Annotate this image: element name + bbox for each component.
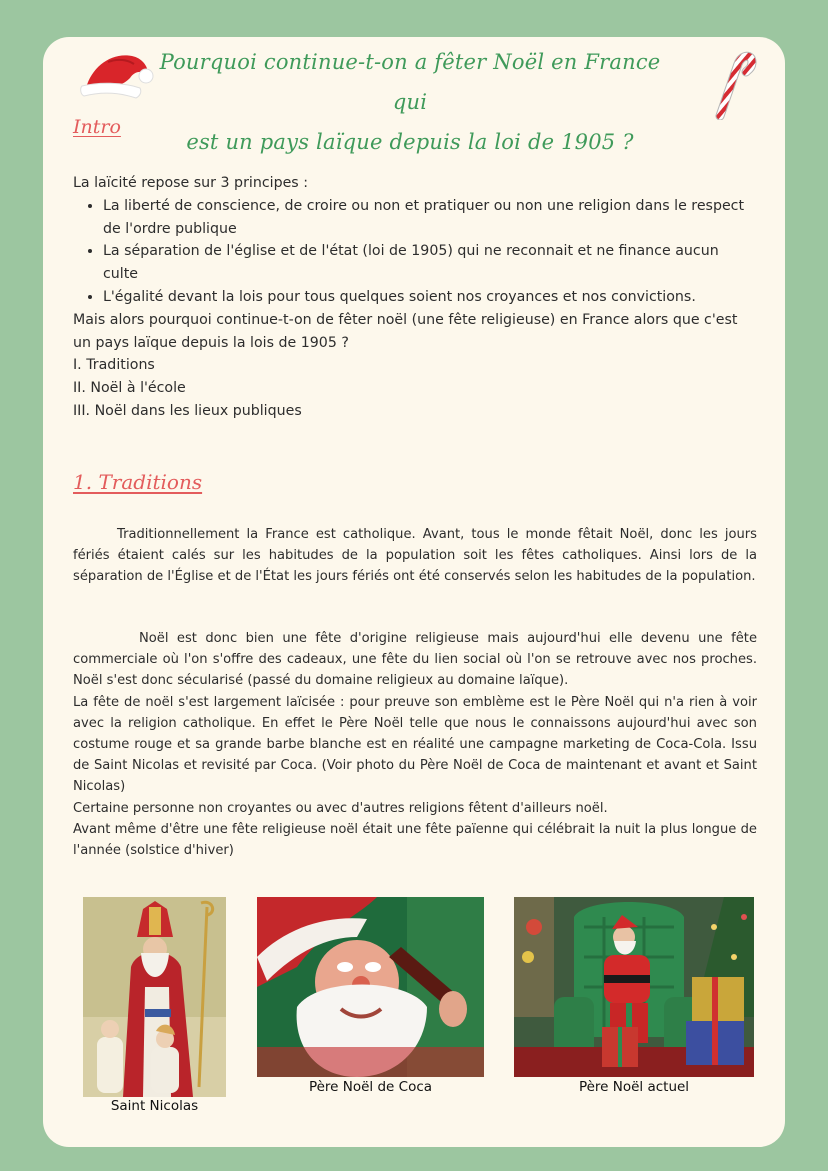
intro-question: Mais alors pourquoi continue-t-on de fêter noël (une fête religieuse) en France alors que c'est un pays laïque depuis la lois de 1905 ? [73, 311, 738, 351]
santa-hat-icon [78, 48, 154, 102]
caption-saint-nicolas: Saint Nicolas [110, 1098, 199, 1114]
outline-item: III. Noël dans les lieux publiques [73, 402, 302, 419]
principle-item: • La liberté de conscience, de croire ou non et pratiquer ou non une religion dans le respect de l'ordre publique [103, 195, 757, 241]
traditions-paragraph-1 [73, 524, 757, 588]
title-line-2: est un pays laïque depuis la loi de 1905 ? [186, 130, 634, 154]
paragraph: Noël est donc bien une fête d'origine religieuse mais aujourd'hui elle devenu une fête commerciale où l'on s'offre des cadeaux, une fête du lien social où l'on se retrouve avec nos proches. Noël s'est donc sécularisé (passé du domaine religieux au domaine laïque). [73, 631, 757, 689]
principle-item: • La séparation de l'église et de l'état (loi de 1905) qui ne reconnait et ne finance aucun culte [103, 240, 757, 286]
traditions-heading: 1. Traditions [73, 470, 203, 494]
caption-coca-santa: Père Noël de Coca [308, 1079, 433, 1095]
paragraph: Avant même d'être une fête religieuse noël était une fête païenne qui célébrait la nuit la plus longue de l'année (solstice d'hiver) [73, 821, 757, 859]
modern-santa-photo [514, 897, 754, 1077]
page-title [150, 42, 670, 162]
principle-item: • L'égalité devant la lois pour tous quelques soient nos croyances et nos convictions. [103, 286, 757, 309]
paragraph: Traditionnellement la France est catholique. Avant, tous le monde fêtait Noël, donc les jours fériés étaient calés sur les habitudes de la population soit les fêtes catholiques. Ainsi lors de la séparation de l'Église et de l'État les jours fériés ont été conservés selon les habitudes de la population. [73, 527, 757, 585]
paragraph: La fête de noël s'est largement laïcisée : pour preuve son emblème est le Père Noël qui n'a rien à voir avec la religion catholique. En effet le Père Noël telle que nous le connaissons aujourd'hui avec son costume rouge et sa grande barbe blanche est en réalité une campagne marketing de Coca-Cola. Issu de Saint Nicolas et revisité par Coca. (Voir photo du Père Noël de Coca de maintenant et avant et Saint Nicolas) [73, 694, 757, 795]
outline-item: II. Noël à l'école [73, 380, 186, 397]
outline-item: I. Traditions [73, 357, 155, 374]
coca-santa-photo [257, 897, 484, 1077]
traditions-body [73, 628, 757, 861]
paragraph: Certaine personne non croyantes ou avec d'autres religions fêtent d'ailleurs noël. [73, 800, 608, 816]
candy-cane-icon [712, 46, 758, 120]
intro-heading: Intro [73, 116, 121, 138]
intro-lead: La laïcité repose sur 3 principes : [73, 175, 308, 191]
intro-section [73, 172, 757, 423]
title-line-1: Pourquoi continue-t-on a fêter Noël en France qui [159, 50, 661, 114]
principles-list [73, 195, 757, 309]
caption-modern-santa: Père Noël actuel [578, 1079, 690, 1095]
saint-nicolas-photo [83, 897, 226, 1097]
